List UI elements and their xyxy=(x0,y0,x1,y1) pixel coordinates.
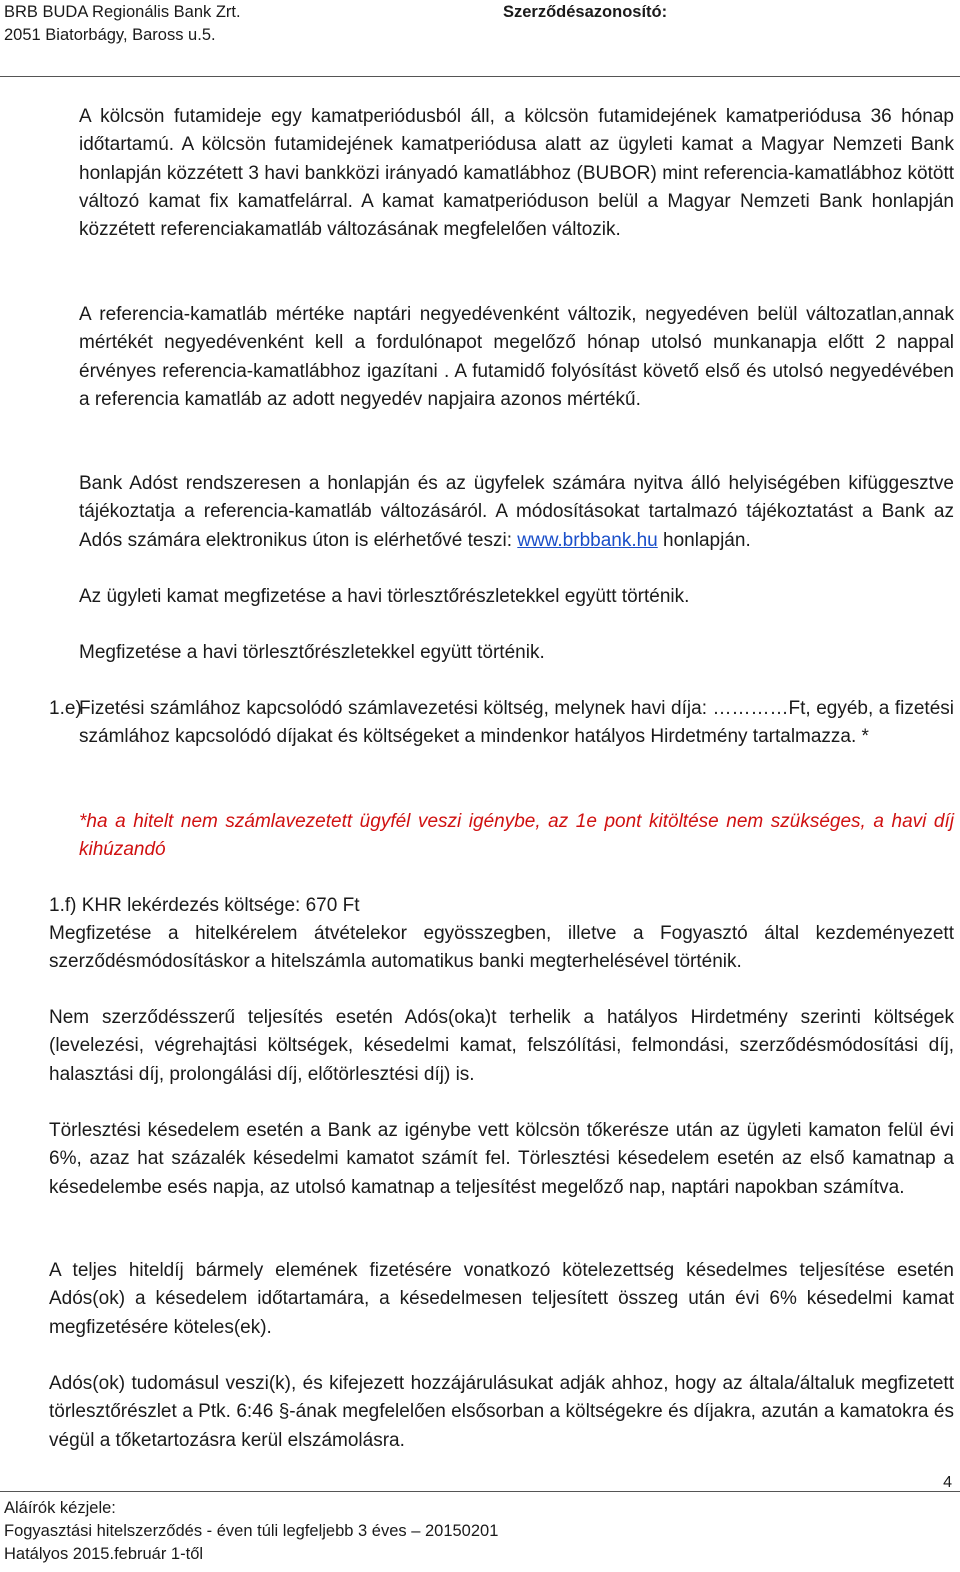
footer-rule xyxy=(0,1491,960,1492)
document-title: Fogyasztási hitelszerződés - éven túli legfeljebb 3 éves – 20150201 xyxy=(4,1522,499,1540)
paragraph-allocation: Adós(ok) tudomásul veszi(k), és kifejezett hozzájárulásukat adják ahhoz, hogy az általa/általuk megfizetett törlesztőrészlet a Ptk. 6:46 §-ának megfelelően elsősorban a költségekre és díjakra, azután a kamatokra és végül a tőketartozásra kerül elszámolásra. xyxy=(49,1373,954,1451)
valid-from: Hatályos 2015.február 1-től xyxy=(4,1545,204,1563)
page-number: 4 xyxy=(943,1474,952,1491)
paragraph-interest-payment: Az ügyleti kamat megfizetése a havi törlesztőrészletekkel együtt történik. xyxy=(79,586,690,607)
bank-name: BRB BUDA Regionális Bank Zrt. xyxy=(4,3,241,21)
paragraph-notification xyxy=(79,470,954,555)
section-1e-body: Fizetési számlához kapcsolódó számlavezetési költség, melynek havi díja: …………Ft, egyéb, a fizetési számlához kapcsolódó díjakat és költségeket a mindenkor hatályos Hirdetmény tartalmazza. * xyxy=(79,698,954,748)
bank-info xyxy=(4,1,241,47)
paragraph-payment: Megfizetése a havi törlesztőrészletekkel együtt történik. xyxy=(79,642,545,663)
paragraph-late-payment: Törlesztési késedelem esetén a Bank az igénybe vett kölcsön tőkerésze után az ügyleti kamaton felül évi 6%, azaz hat százalék késedelmi kamatot számít fel. Törlesztési késedelem esetén az első kamatnap a késedelembe esés napja, az utolsó kamatnap a teljesítést megelőző nap, naptári napokban számítva. xyxy=(49,1120,954,1198)
signers-label: Aláírók kézjele: xyxy=(4,1499,116,1517)
bank-address: 2051 Biatorbágy, Baross u.5. xyxy=(4,26,216,44)
paragraph-interest-period: A kölcsön futamideje egy kamatperiódusból áll, a kölcsön futamidejének kamatperiódusa 36 hónap időtartamú. A kölcsön futamidejének kamatperiódusa alatt az ügyleti kamat a Magyar Nemzeti Bank honlapján közzétett 3 havi bankközi irányadó kamatlábhoz (BUBOR) mint referencia-kamatlábhoz kötött változó kamat fix kamatfelárral. A kamat kamatperióduson belül a Magyar Nemzeti Bank honlapján közzétett referenciakamatláb változásának megfelelően változik. xyxy=(79,106,954,241)
notification-text: Bank Adóst rendszeresen a honlapján és az ügyfelek számára nyitva álló helyiségében kifüggesztve tájékoztatja a referencia-kamatláb változásáról. A módosításokat tartalmazó tájékoztatást a Bank az Adós számára elektronikus úton is elérhetővé teszi: xyxy=(79,473,954,551)
section-1f-text: Megfizetése a hitelkérelem átvételekor egyösszegben, illetve a Fogyasztó által kezdeményezett szerződésmódosításkor a hitelszámla automatikus banki megterhelésével történik. xyxy=(49,923,954,973)
page-header xyxy=(0,0,960,77)
section-1e-text xyxy=(79,695,954,752)
section-1e-number: 1.e) xyxy=(49,698,82,719)
contract-id-label: Szerződésazonosító: xyxy=(503,3,668,21)
note-red: *ha a hitelt nem számlavezetett ügyfél veszi igénybe, az 1e pont kitöltése nem szükséges, a havi díj kihúzandó xyxy=(79,811,954,861)
paragraph-breach-costs: Nem szerződésszerű teljesítés esetén Adós(oka)t terhelik a hatályos Hirdetmény szerinti költségek (levelezési, végrehajtási költségek, késedelmi kamat, felszólítási, felmondási, szerződésmódosítási díj, halasztási díj, prolongálási díj, előtörlesztési díj) is. xyxy=(49,1007,954,1085)
page-footer xyxy=(4,1497,498,1566)
paragraph-late-fee: A teljes hiteldíj bármely elemének fizetésére vonatkozó kötelezettség késedelmes teljesítése esetén Adós(ok) a késedelem időtartamára, a késedelmesen teljesített összeg után évi 6% késedelmi kamat megfizetésére köteles(ek). xyxy=(49,1260,954,1338)
paragraph-reference-rate: A referencia-kamatláb mértéke naptári negyedévenként változik, negyedéven belül változatlan,annak mértékét negyedévenként kell a fordulónapot megelőző hónap utolsó munkanapja előtt 2 nappal érvényes referencia-kamatlábhoz igazítani . A futamidő folyósítást követő első és utolsó negyedévében a referencia kamatláb az adott negyedév napjaira azonos mértékű. xyxy=(79,304,954,410)
bank-website-link[interactable]: www.brbbank.hu xyxy=(517,529,658,551)
section-1f-title: 1.f) KHR lekérdezés költsége: 670 Ft xyxy=(49,895,360,916)
notification-after: honlapján. xyxy=(663,529,751,551)
